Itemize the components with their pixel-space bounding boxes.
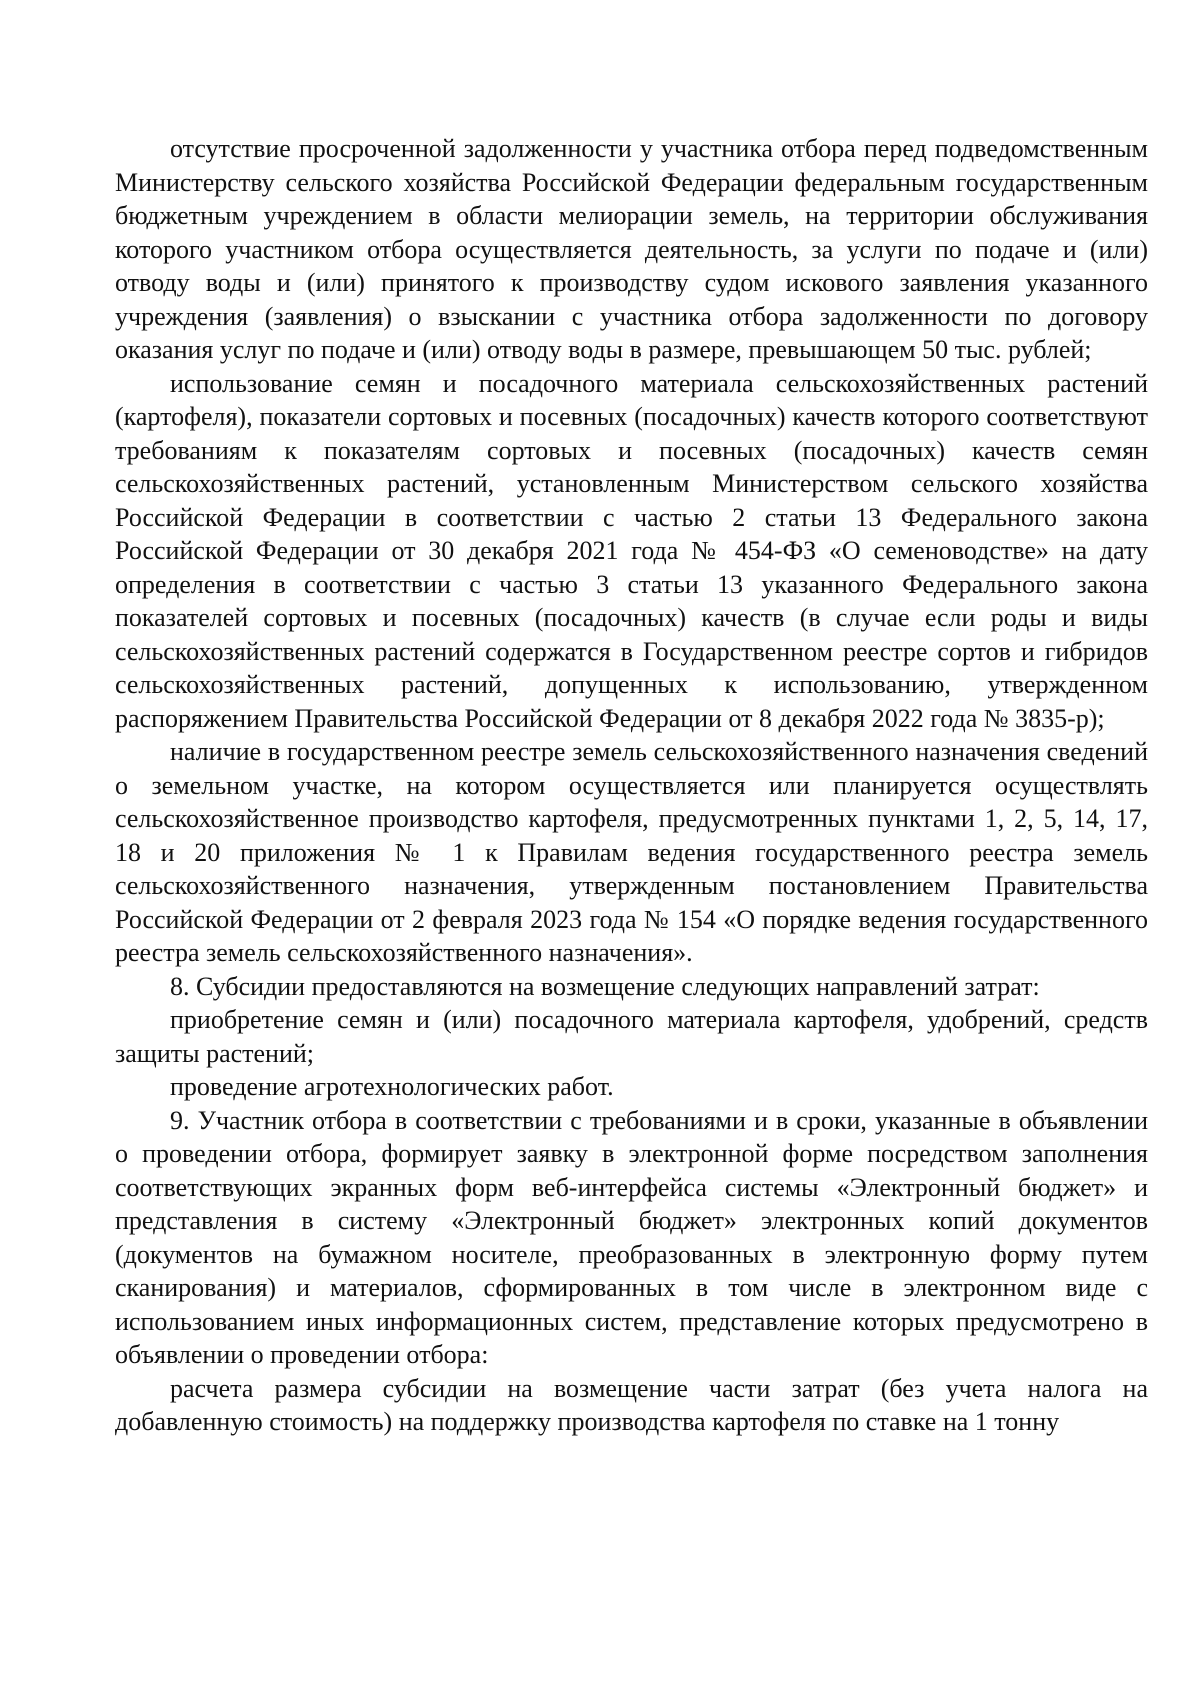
paragraph-purchase-seeds: приобретение семян и (или) посадочного материала картофеля, удобрений, средств защиты растений;	[115, 1005, 1148, 1068]
document-page	[115, 132, 1148, 1439]
paragraph-agro-works: проведение агротехнологических работ.	[170, 1072, 614, 1101]
paragraph-seed-quality: использование семян и посадочного материала сельскохозяйственных растений (картофеля), показатели сортовых и посевных (посадочных) качеств которого соответствуют требованиям к показателям сортовых и посевных (посадочных) качеств семян сельскохозяйственных растений, установленным Министерством сельского хозяйства Российской Федерации в соответствии с частью 2 статьи 13 Федерального закона Российской Федерации от 30 декабря 2021 года № 454-ФЗ «О семеноводстве» на дату определения в соответствии с частью 3 статьи 13 указанного Федерального закона показателей сортовых и посевных (посадочных) качеств (в случае если роды и виды сельскохозяйственных растений содержатся в Государственном реестре сортов и гибридов сельскохозяйственных растений, допущенных к использованию, утвержденном распоряжением Правительства Российской Федерации от 8 декабря 2022 года № 3835-р);	[115, 368, 1148, 733]
paragraph-item-9: 9. Участник отбора в соответствии с требованиями и в сроки, указанные в объявлении о проведении отбора, формирует заявку в электронной форме посредством заполнения соответствующих экранных форм веб-интерфейса системы «Электронный бюджет» и представления в систему «Электронный бюджет» электронных копий документов (документов на бумажном носителе, преобразованных в электронную форму путем сканирования) и материалов, сформированных в том числе в электронном виде с использованием иных информационных систем, представление которых предусмотрено в объявлении о проведении отбора:	[115, 1105, 1148, 1369]
paragraph-land-registry: наличие в государственном реестре земель сельскохозяйственного назначения сведений о земельном участке, на котором осуществляется или планируется осуществлять сельскохозяйственное производство картофеля, предусмотренных пунктами 1, 2, 5, 14, 17, 18 и 20 приложения № 1 к Правилам ведения государственного реестра земель сельскохозяйственного назначения, утвержденным постановлением Правительства Российской Федерации от 2 февраля 2023 года № 154 «О порядке ведения государственного реестра земель сельскохозяйственного назначения».	[115, 737, 1148, 967]
paragraph-item-8: 8. Субсидии предоставляются на возмещение следующих направлений затрат:	[170, 971, 1040, 1001]
paragraph-subsidy-calculation: расчета размера субсидии на возмещение части затрат (без учета налога на добавленную стоимость) на поддержку производства картофеля по ставке на 1 тонну	[115, 1373, 1148, 1436]
paragraph-no-debt: отсутствие просроченной задолженности у участника отбора перед подведомственным Министерству сельского хозяйства Российской Федерации федеральным государственным бюджетным учреждением в области мелиорации земель, на территории обслуживания которого участником отбора осуществляется деятельность, за услуги по подаче и (или) отводу воды и (или) принятого к производству судом искового заявления указанного учреждения (заявления) о взыскании с участника отбора задолженности по договору оказания услуг по подаче и (или) отводу воды в размере, превышающем 50 тыс. рублей;	[115, 134, 1148, 364]
